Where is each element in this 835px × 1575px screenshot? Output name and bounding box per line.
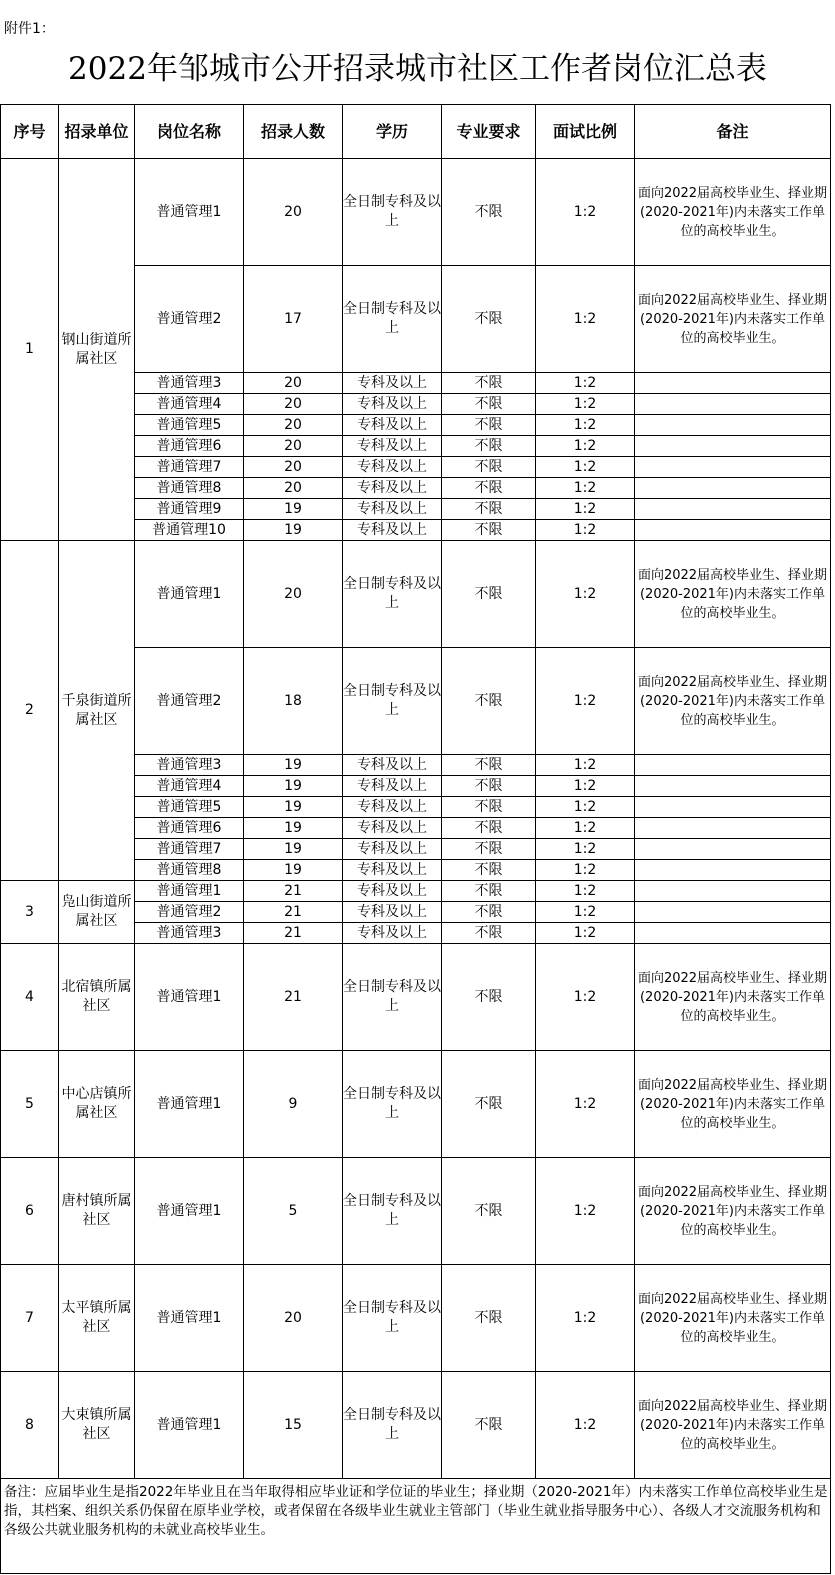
count-cell: 20 <box>244 457 343 478</box>
ratio-cell: 1:2 <box>536 797 635 818</box>
header-row <box>1 105 831 159</box>
education-cell: 专科及以上 <box>343 902 442 923</box>
count-cell: 20 <box>244 436 343 457</box>
count-cell: 20 <box>244 159 343 266</box>
ratio-cell: 1:2 <box>536 436 635 457</box>
major-cell: 不限 <box>442 499 536 520</box>
unit-cell: 千泉街道所属社区 <box>59 541 135 881</box>
position-cell: 普通管理5 <box>135 797 244 818</box>
ratio-cell: 1:2 <box>536 923 635 944</box>
education-cell: 全日制专科及以上 <box>343 266 442 373</box>
count-cell: 20 <box>244 394 343 415</box>
education-cell: 专科及以上 <box>343 457 442 478</box>
major-cell: 不限 <box>442 818 536 839</box>
count-cell: 19 <box>244 818 343 839</box>
major-cell: 不限 <box>442 1265 536 1372</box>
remark-cell: 面向2022届高校毕业生、择业期(2020-2021年)内未落实工作单位的高校毕业生。 <box>635 266 831 373</box>
major-cell: 不限 <box>442 159 536 266</box>
table-body <box>1 159 831 1479</box>
position-cell: 普通管理7 <box>135 839 244 860</box>
major-cell: 不限 <box>442 776 536 797</box>
position-cell: 普通管理1 <box>135 159 244 266</box>
ratio-cell: 1:2 <box>536 839 635 860</box>
ratio-cell: 1:2 <box>536 776 635 797</box>
count-cell: 19 <box>244 776 343 797</box>
position-cell: 普通管理1 <box>135 1265 244 1372</box>
count-cell: 21 <box>244 902 343 923</box>
major-cell: 不限 <box>442 1051 536 1158</box>
remark-cell: 面向2022届高校毕业生、择业期(2020-2021年)内未落实工作单位的高校毕业生。 <box>635 1051 831 1158</box>
ratio-cell: 1:2 <box>536 415 635 436</box>
remark-cell <box>635 755 831 776</box>
education-cell: 全日制专科及以上 <box>343 1158 442 1265</box>
attachment-label: 附件1： <box>4 21 55 37</box>
major-cell: 不限 <box>442 755 536 776</box>
ratio-cell: 1:2 <box>536 457 635 478</box>
major-cell: 不限 <box>442 266 536 373</box>
ratio-cell: 1:2 <box>536 648 635 755</box>
position-cell: 普通管理10 <box>135 520 244 541</box>
ratio-cell: 1:2 <box>536 1372 635 1479</box>
position-cell: 普通管理9 <box>135 499 244 520</box>
education-cell: 全日制专科及以上 <box>343 1265 442 1372</box>
position-cell: 普通管理1 <box>135 881 244 902</box>
unit-cell: 钢山街道所属社区 <box>59 159 135 541</box>
major-cell: 不限 <box>442 902 536 923</box>
education-cell: 专科及以上 <box>343 436 442 457</box>
education-cell: 专科及以上 <box>343 415 442 436</box>
remark-cell: 面向2022届高校毕业生、择业期(2020-2021年)内未落实工作单位的高校毕业生。 <box>635 1265 831 1372</box>
position-cell: 普通管理3 <box>135 923 244 944</box>
seq-cell: 7 <box>1 1265 59 1372</box>
position-cell: 普通管理6 <box>135 436 244 457</box>
remark-cell: 面向2022届高校毕业生、择业期(2020-2021年)内未落实工作单位的高校毕业生。 <box>635 1372 831 1479</box>
ratio-cell: 1:2 <box>536 159 635 266</box>
remark-cell <box>635 478 831 499</box>
remark-cell: 面向2022届高校毕业生、择业期(2020-2021年)内未落实工作单位的高校毕业生。 <box>635 1158 831 1265</box>
unit-cell: 大束镇所属社区 <box>59 1372 135 1479</box>
remark-cell: 面向2022届高校毕业生、择业期(2020-2021年)内未落实工作单位的高校毕业生。 <box>635 944 831 1051</box>
table-row <box>1 1265 831 1372</box>
unit-cell: 唐村镇所属社区 <box>59 1158 135 1265</box>
table-row <box>1 944 831 1051</box>
education-cell: 全日制专科及以上 <box>343 944 442 1051</box>
remark-cell <box>635 394 831 415</box>
education-cell: 专科及以上 <box>343 755 442 776</box>
header-position: 岗位名称 <box>135 105 244 159</box>
header-ratio: 面试比例 <box>536 105 635 159</box>
ratio-cell: 1:2 <box>536 755 635 776</box>
count-cell: 9 <box>244 1051 343 1158</box>
education-cell: 专科及以上 <box>343 373 442 394</box>
major-cell: 不限 <box>442 373 536 394</box>
table-row <box>1 881 831 902</box>
major-cell: 不限 <box>442 1372 536 1479</box>
count-cell: 17 <box>244 266 343 373</box>
seq-cell: 2 <box>1 541 59 881</box>
ratio-cell: 1:2 <box>536 944 635 1051</box>
seq-cell: 8 <box>1 1372 59 1479</box>
header-unit: 招录单位 <box>59 105 135 159</box>
education-cell: 专科及以上 <box>343 499 442 520</box>
major-cell: 不限 <box>442 648 536 755</box>
count-cell: 19 <box>244 797 343 818</box>
table-row <box>1 541 831 648</box>
major-cell: 不限 <box>442 1158 536 1265</box>
ratio-cell: 1:2 <box>536 394 635 415</box>
remark-cell <box>635 881 831 902</box>
position-cell: 普通管理4 <box>135 776 244 797</box>
count-cell: 15 <box>244 1372 343 1479</box>
major-cell: 不限 <box>442 478 536 499</box>
education-cell: 专科及以上 <box>343 881 442 902</box>
count-cell: 19 <box>244 755 343 776</box>
position-cell: 普通管理1 <box>135 1051 244 1158</box>
major-cell: 不限 <box>442 415 536 436</box>
education-cell: 全日制专科及以上 <box>343 648 442 755</box>
education-cell: 专科及以上 <box>343 860 442 881</box>
header-major: 专业要求 <box>442 105 536 159</box>
education-cell: 专科及以上 <box>343 520 442 541</box>
education-cell: 全日制专科及以上 <box>343 1372 442 1479</box>
ratio-cell: 1:2 <box>536 1158 635 1265</box>
header-count: 招录人数 <box>244 105 343 159</box>
position-cell: 普通管理1 <box>135 1158 244 1265</box>
remark-cell: 面向2022届高校毕业生、择业期(2020-2021年)内未落实工作单位的高校毕业生。 <box>635 648 831 755</box>
remark-cell <box>635 457 831 478</box>
count-cell: 20 <box>244 1265 343 1372</box>
page-title: 2022年邹城市公开招录城市社区工作者岗位汇总表 <box>68 51 767 87</box>
remark-cell: 面向2022届高校毕业生、择业期(2020-2021年)内未落实工作单位的高校毕业生。 <box>635 159 831 266</box>
ratio-cell: 1:2 <box>536 541 635 648</box>
remark-cell <box>635 776 831 797</box>
remark-cell <box>635 520 831 541</box>
position-cell: 普通管理1 <box>135 541 244 648</box>
unit-cell: 太平镇所属社区 <box>59 1265 135 1372</box>
major-cell: 不限 <box>442 923 536 944</box>
remark-cell <box>635 818 831 839</box>
major-cell: 不限 <box>442 541 536 648</box>
education-cell: 专科及以上 <box>343 839 442 860</box>
major-cell: 不限 <box>442 436 536 457</box>
seq-cell: 4 <box>1 944 59 1051</box>
education-cell: 专科及以上 <box>343 478 442 499</box>
position-cell: 普通管理8 <box>135 860 244 881</box>
position-cell: 普通管理1 <box>135 1372 244 1479</box>
ratio-cell: 1:2 <box>536 818 635 839</box>
ratio-cell: 1:2 <box>536 520 635 541</box>
table-row <box>1 159 831 266</box>
education-cell: 全日制专科及以上 <box>343 1051 442 1158</box>
ratio-cell: 1:2 <box>536 1051 635 1158</box>
count-cell: 21 <box>244 881 343 902</box>
count-cell: 5 <box>244 1158 343 1265</box>
remark-cell <box>635 902 831 923</box>
ratio-cell: 1:2 <box>536 266 635 373</box>
remark-cell <box>635 797 831 818</box>
major-cell: 不限 <box>442 520 536 541</box>
table-row <box>1 1051 831 1158</box>
footnote-row <box>1 1479 831 1574</box>
count-cell: 20 <box>244 541 343 648</box>
major-cell: 不限 <box>442 839 536 860</box>
unit-cell: 北宿镇所属社区 <box>59 944 135 1051</box>
major-cell: 不限 <box>442 394 536 415</box>
position-cell: 普通管理6 <box>135 818 244 839</box>
position-cell: 普通管理5 <box>135 415 244 436</box>
education-cell: 全日制专科及以上 <box>343 159 442 266</box>
count-cell: 21 <box>244 944 343 1051</box>
remark-cell <box>635 860 831 881</box>
seq-cell: 5 <box>1 1051 59 1158</box>
position-cell: 普通管理7 <box>135 457 244 478</box>
footnote: 备注：应届毕业生是指2022年毕业且在当年取得相应毕业证和学位证的毕业生；择业期（2020-2021年）内未落实工作单位高校毕业生是指，其档案、组织关系仍保留在原毕业学校，或者保留在各级毕业生就业主管部门（毕业生就业指导服务中心）、各级人才交流服务机构和各级公共就业服务机构的未就业高校毕业生。 <box>1 1479 831 1574</box>
table-row <box>1 1372 831 1479</box>
ratio-cell: 1:2 <box>536 499 635 520</box>
seq-cell: 6 <box>1 1158 59 1265</box>
remark-cell: 面向2022届高校毕业生、择业期(2020-2021年)内未落实工作单位的高校毕业生。 <box>635 541 831 648</box>
table-row <box>1 1158 831 1265</box>
count-cell: 19 <box>244 860 343 881</box>
education-cell: 全日制专科及以上 <box>343 541 442 648</box>
education-cell: 专科及以上 <box>343 797 442 818</box>
remark-cell <box>635 923 831 944</box>
position-cell: 普通管理4 <box>135 394 244 415</box>
position-cell: 普通管理1 <box>135 944 244 1051</box>
major-cell: 不限 <box>442 797 536 818</box>
count-cell: 19 <box>244 520 343 541</box>
count-cell: 19 <box>244 499 343 520</box>
count-cell: 20 <box>244 415 343 436</box>
position-cell: 普通管理8 <box>135 478 244 499</box>
remark-cell <box>635 436 831 457</box>
ratio-cell: 1:2 <box>536 881 635 902</box>
major-cell: 不限 <box>442 944 536 1051</box>
major-cell: 不限 <box>442 881 536 902</box>
position-cell: 普通管理3 <box>135 373 244 394</box>
position-cell: 普通管理2 <box>135 648 244 755</box>
seq-cell: 3 <box>1 881 59 944</box>
positions-table <box>0 104 831 1574</box>
count-cell: 20 <box>244 478 343 499</box>
major-cell: 不限 <box>442 457 536 478</box>
unit-cell: 中心店镇所属社区 <box>59 1051 135 1158</box>
position-cell: 普通管理2 <box>135 266 244 373</box>
unit-cell: 凫山街道所属社区 <box>59 881 135 944</box>
header-seq: 序号 <box>1 105 59 159</box>
position-cell: 普通管理3 <box>135 755 244 776</box>
seq-cell: 1 <box>1 159 59 541</box>
major-cell: 不限 <box>442 860 536 881</box>
ratio-cell: 1:2 <box>536 1265 635 1372</box>
education-cell: 专科及以上 <box>343 818 442 839</box>
count-cell: 18 <box>244 648 343 755</box>
ratio-cell: 1:2 <box>536 860 635 881</box>
ratio-cell: 1:2 <box>536 373 635 394</box>
header-remark: 备注 <box>635 105 831 159</box>
header-education: 学历 <box>343 105 442 159</box>
remark-cell <box>635 415 831 436</box>
ratio-cell: 1:2 <box>536 902 635 923</box>
education-cell: 专科及以上 <box>343 923 442 944</box>
education-cell: 专科及以上 <box>343 776 442 797</box>
ratio-cell: 1:2 <box>536 478 635 499</box>
count-cell: 19 <box>244 839 343 860</box>
education-cell: 专科及以上 <box>343 394 442 415</box>
count-cell: 21 <box>244 923 343 944</box>
count-cell: 20 <box>244 373 343 394</box>
remark-cell <box>635 373 831 394</box>
position-cell: 普通管理2 <box>135 902 244 923</box>
remark-cell <box>635 839 831 860</box>
remark-cell <box>635 499 831 520</box>
